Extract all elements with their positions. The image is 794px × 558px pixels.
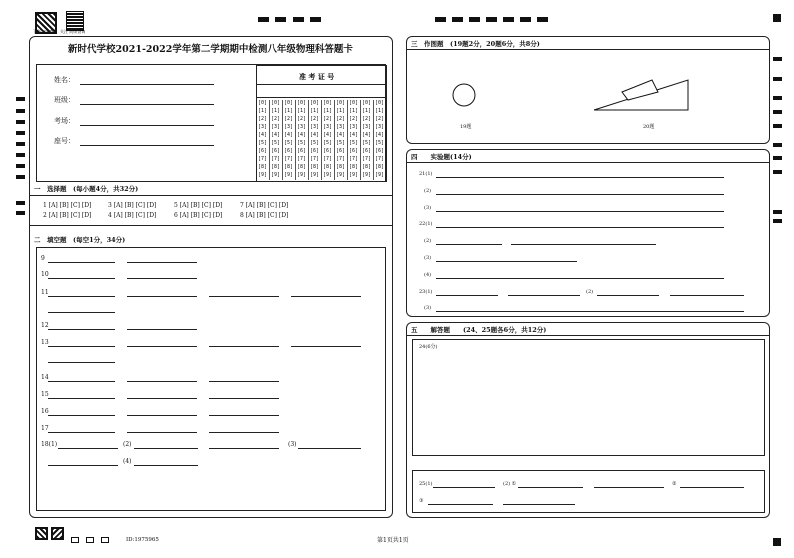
side-timing-mark bbox=[773, 156, 782, 160]
q25-circle3-label: ③ bbox=[419, 498, 424, 504]
exam-room-label: 考场： bbox=[54, 117, 75, 125]
footer-box-mark bbox=[101, 537, 109, 543]
exam-id-digit-bubble[interactable]: [7] bbox=[336, 156, 346, 162]
q22-2-label: (2) bbox=[424, 238, 432, 244]
fig19-circle-drawing bbox=[450, 82, 480, 112]
experiment-answer-line[interactable] bbox=[508, 295, 580, 296]
exam-id-digit-bubble[interactable]: [2] bbox=[310, 116, 320, 122]
exam-id-digit-bubble[interactable]: [5] bbox=[362, 140, 372, 146]
exam-id-digit-bubble[interactable]: [6] bbox=[362, 148, 372, 154]
exam-room-field[interactable] bbox=[80, 125, 214, 126]
blank-answer-line[interactable] bbox=[291, 346, 361, 347]
q25-1-label: 25(1) bbox=[419, 481, 433, 487]
sheet-id: ID:1975965 bbox=[126, 537, 159, 543]
q21-3-label: (3) bbox=[424, 205, 432, 211]
exam-id-digit-bubble[interactable]: [4] bbox=[336, 132, 346, 138]
blank-answer-line[interactable] bbox=[127, 381, 197, 382]
blank-answer-line[interactable] bbox=[127, 415, 197, 416]
exam-id-digit-bubble[interactable]: [3] bbox=[258, 124, 268, 130]
blank-answer-line[interactable] bbox=[134, 465, 198, 466]
exam-id-digit-bubble[interactable]: [4] bbox=[284, 132, 294, 138]
exam-id-digit-bubble[interactable]: [5] bbox=[336, 140, 346, 146]
exam-id-digit-bubble[interactable]: [8] bbox=[284, 164, 294, 170]
exam-id-digit-column bbox=[257, 100, 270, 180]
corner-mark bbox=[773, 538, 781, 546]
exam-id-digit-bubble[interactable]: [7] bbox=[349, 156, 359, 162]
side-timing-mark bbox=[16, 153, 25, 157]
choice-q2[interactable]: 2 [A] [B] [C] [D] bbox=[43, 212, 92, 219]
blank-q18-3-label: (3) bbox=[288, 441, 297, 448]
exam-id-digit-bubble[interactable]: [4] bbox=[349, 132, 359, 138]
exam-id-digit-bubble[interactable]: [8] bbox=[271, 164, 281, 170]
section-divider bbox=[407, 49, 769, 50]
exam-id-digit-bubble[interactable]: [7] bbox=[258, 156, 268, 162]
exam-id-digit-bubble[interactable]: [3] bbox=[297, 124, 307, 130]
problem-answer-line[interactable] bbox=[503, 504, 575, 505]
experiment-answer-line[interactable] bbox=[436, 261, 577, 262]
exam-id-digit-column bbox=[296, 100, 309, 180]
class-label: 班级： bbox=[54, 96, 75, 104]
exam-id-digit-bubble[interactable]: [8] bbox=[323, 164, 333, 170]
experiment-answer-line[interactable] bbox=[597, 295, 659, 296]
exam-id-digit-bubble[interactable]: [2] bbox=[297, 116, 307, 122]
exam-id-digit-bubble[interactable]: [5] bbox=[297, 140, 307, 146]
exam-id-digit-bubble[interactable]: [8] bbox=[375, 164, 385, 170]
exam-id-digit-bubble[interactable]: [8] bbox=[362, 164, 372, 170]
exam-id-digit-bubble[interactable]: [0] bbox=[323, 100, 333, 106]
q23-2-label: (2) bbox=[586, 289, 594, 295]
exam-id-digit-bubble[interactable]: [3] bbox=[349, 124, 359, 130]
exam-id-digit-bubble[interactable]: [7] bbox=[362, 156, 372, 162]
exam-id-digit-bubble[interactable]: [9] bbox=[349, 172, 359, 178]
exam-id-digit-bubble[interactable]: [6] bbox=[323, 148, 333, 154]
exam-id-digit-bubble[interactable]: [7] bbox=[375, 156, 385, 162]
q22-4-label: (4) bbox=[424, 272, 432, 278]
blank-answer-line[interactable] bbox=[209, 296, 279, 297]
exam-id-digit-bubble[interactable]: [2] bbox=[362, 116, 372, 122]
exam-id-digit-bubble[interactable]: [5] bbox=[258, 140, 268, 146]
name-field[interactable] bbox=[80, 84, 214, 85]
exam-id-digit-bubble[interactable]: [1] bbox=[258, 108, 268, 114]
choice-q1[interactable]: 1 [A] [B] [C] [D] bbox=[43, 202, 92, 209]
exam-id-digit-bubble[interactable]: [0] bbox=[284, 100, 294, 106]
side-timing-mark bbox=[16, 175, 25, 179]
experiment-answer-line[interactable] bbox=[436, 311, 744, 312]
exam-id-digit-bubble[interactable]: [6] bbox=[349, 148, 359, 154]
exam-id-digit-bubble[interactable]: [2] bbox=[258, 116, 268, 122]
top-registration-mark bbox=[435, 17, 446, 22]
blank-answer-line[interactable] bbox=[127, 398, 197, 399]
exam-id-digit-bubble[interactable]: [9] bbox=[284, 172, 294, 178]
exam-id-digit-bubble[interactable]: [9] bbox=[362, 172, 372, 178]
exam-id-digit-bubble[interactable]: [6] bbox=[336, 148, 346, 154]
seat-field[interactable] bbox=[80, 145, 214, 146]
fig20-incline-drawing bbox=[590, 74, 690, 114]
qr-code-bottom bbox=[35, 527, 48, 540]
blank-answer-line[interactable] bbox=[48, 312, 115, 313]
follow-text: 关注 成绩查询 bbox=[60, 29, 86, 34]
section-divider bbox=[407, 335, 769, 336]
experiment-answer-line[interactable] bbox=[436, 194, 724, 195]
fill-blank-box bbox=[36, 247, 386, 511]
choice-q4[interactable]: 4 [A] [B] [C] [D] bbox=[108, 212, 157, 219]
blank-answer-line[interactable] bbox=[58, 448, 118, 449]
blank-answer-line[interactable] bbox=[48, 381, 115, 382]
exam-id-digit-bubble[interactable]: [3] bbox=[336, 124, 346, 130]
exam-id-title: 准 考 证 号 bbox=[299, 72, 335, 81]
exam-id-digit-bubble[interactable]: [3] bbox=[284, 124, 294, 130]
exam-id-digit-bubble[interactable]: [4] bbox=[323, 132, 333, 138]
experiment-answer-line[interactable] bbox=[670, 295, 744, 296]
exam-id-digit-bubble[interactable]: [2] bbox=[349, 116, 359, 122]
blank-answer-line[interactable] bbox=[134, 448, 198, 449]
exam-id-digit-bubble[interactable]: [4] bbox=[297, 132, 307, 138]
exam-id-digit-bubble[interactable]: [0] bbox=[375, 100, 385, 106]
choice-q5[interactable]: 5 [A] [B] [C] [D] bbox=[174, 202, 223, 209]
blank-q18-4-label: (4) bbox=[123, 458, 132, 465]
exam-id-digit-bubble[interactable]: [9] bbox=[310, 172, 320, 178]
exam-id-digit-bubble[interactable]: [4] bbox=[271, 132, 281, 138]
blank-answer-line[interactable] bbox=[209, 346, 279, 347]
exam-id-digit-bubble[interactable]: [3] bbox=[362, 124, 372, 130]
exam-id-digit-bubble[interactable]: [1] bbox=[284, 108, 294, 114]
top-registration-mark bbox=[452, 17, 463, 22]
top-registration-mark bbox=[537, 17, 548, 22]
exam-id-digit-bubble[interactable]: [1] bbox=[297, 108, 307, 114]
problem-answer-line[interactable] bbox=[680, 487, 744, 488]
side-timing-mark bbox=[16, 201, 25, 205]
exam-id-digit-bubble[interactable]: [0] bbox=[336, 100, 346, 106]
exam-id-digit-bubble[interactable]: [8] bbox=[310, 164, 320, 170]
experiment-answer-line[interactable] bbox=[511, 244, 656, 245]
exam-id-digit-bubble[interactable]: [0] bbox=[297, 100, 307, 106]
exam-id-digit-bubble[interactable]: [6] bbox=[375, 148, 385, 154]
side-timing-mark bbox=[16, 97, 25, 101]
exam-id-digit-column bbox=[309, 100, 322, 180]
top-registration-mark bbox=[310, 17, 321, 22]
side-timing-mark bbox=[16, 142, 25, 146]
section-divider bbox=[30, 225, 392, 226]
side-timing-mark bbox=[16, 211, 25, 215]
choice-q3[interactable]: 3 [A] [B] [C] [D] bbox=[108, 202, 157, 209]
exam-id-digit-bubble[interactable]: [8] bbox=[336, 164, 346, 170]
exam-id-digit-bubble[interactable]: [2] bbox=[271, 116, 281, 122]
blank-answer-line[interactable] bbox=[48, 398, 115, 399]
exam-id-digit-bubble[interactable]: [1] bbox=[349, 108, 359, 114]
exam-id-digit-bubble[interactable]: [5] bbox=[284, 140, 294, 146]
section3-title: 三 作图题 (19题2分，20题6分，共8分) bbox=[411, 40, 540, 48]
footer-box-mark bbox=[71, 537, 79, 543]
q21-1-label: 21(1) bbox=[419, 171, 433, 177]
exam-id-digit-bubble[interactable]: [0] bbox=[258, 100, 268, 106]
q24-label: 24(6分) bbox=[419, 344, 438, 350]
side-timing-mark bbox=[773, 219, 782, 223]
logo-image bbox=[66, 11, 84, 31]
blank-q9-label: 9 bbox=[41, 255, 45, 262]
exam-id-digit-bubble[interactable]: [0] bbox=[349, 100, 359, 106]
choice-q7[interactable]: 7 [A] [B] [C] [D] bbox=[240, 202, 289, 209]
section-divider bbox=[30, 195, 392, 196]
exam-id-digit-bubble[interactable]: [6] bbox=[284, 148, 294, 154]
exam-id-digit-bubble[interactable]: [6] bbox=[310, 148, 320, 154]
exam-id-digit-bubble[interactable]: [2] bbox=[284, 116, 294, 122]
exam-id-digit-bubble[interactable]: [0] bbox=[310, 100, 320, 106]
blank-answer-line[interactable] bbox=[209, 432, 279, 433]
exam-id-digit-bubble[interactable]: [9] bbox=[336, 172, 346, 178]
exam-id-digit-column bbox=[335, 100, 348, 180]
exam-id-digit-bubble[interactable]: [4] bbox=[310, 132, 320, 138]
class-field[interactable] bbox=[80, 104, 214, 105]
side-timing-mark bbox=[773, 77, 782, 81]
blank-q10-label: 10 bbox=[41, 271, 49, 278]
blank-answer-line[interactable] bbox=[127, 278, 197, 279]
side-timing-mark bbox=[773, 57, 782, 61]
section1-title: 一 选择题 (每小题4分，共32分) bbox=[34, 185, 139, 193]
exam-id-digit-bubble[interactable]: [1] bbox=[271, 108, 281, 114]
q25-circle2-label: ② bbox=[672, 481, 677, 487]
exam-id-digit-bubble[interactable]: [0] bbox=[362, 100, 372, 106]
blank-q12-label: 12 bbox=[41, 322, 49, 329]
exam-id-digit-bubble[interactable]: [3] bbox=[271, 124, 281, 130]
exam-id-digit-bubble[interactable]: [4] bbox=[258, 132, 268, 138]
exam-id-digit-bubble[interactable]: [1] bbox=[336, 108, 346, 114]
exam-id-digit-bubble[interactable]: [9] bbox=[258, 172, 268, 178]
blank-answer-line[interactable] bbox=[127, 346, 197, 347]
exam-id-digit-bubble[interactable]: [7] bbox=[297, 156, 307, 162]
exam-id-digit-bubble[interactable]: [4] bbox=[362, 132, 372, 138]
blank-q18-2-label: (2) bbox=[123, 441, 132, 448]
exam-id-digit-bubble[interactable]: [6] bbox=[271, 148, 281, 154]
fig20-label: 20题 bbox=[643, 124, 655, 130]
choice-q8[interactable]: 8 [A] [B] [C] [D] bbox=[240, 212, 289, 219]
top-registration-mark bbox=[469, 17, 480, 22]
blank-answer-line[interactable] bbox=[48, 296, 115, 297]
page-number: 第1页共1页 bbox=[377, 537, 409, 544]
exam-id-digit-bubble[interactable]: [2] bbox=[336, 116, 346, 122]
exam-id-digit-bubble[interactable]: [9] bbox=[297, 172, 307, 178]
exam-id-digit-bubble[interactable]: [7] bbox=[323, 156, 333, 162]
blank-q14-label: 14 bbox=[41, 374, 49, 381]
exam-id-digit-bubble[interactable]: [5] bbox=[271, 140, 281, 146]
exam-id-digit-column bbox=[270, 100, 283, 180]
exam-id-digit-bubble[interactable]: [4] bbox=[375, 132, 385, 138]
exam-id-digit-column bbox=[361, 100, 374, 180]
name-label: 姓名： bbox=[54, 76, 75, 84]
blank-answer-line[interactable] bbox=[48, 278, 115, 279]
side-timing-mark bbox=[773, 143, 782, 147]
blank-answer-line[interactable] bbox=[209, 448, 279, 449]
q22-3-label: (3) bbox=[424, 255, 432, 261]
blank-answer-line[interactable] bbox=[127, 262, 197, 263]
sheet-title: 新时代学校2021-2022学年第二学期期中检测八年级物理科答题卡 bbox=[68, 44, 353, 55]
exam-id-digit-column bbox=[283, 100, 296, 180]
exam-id-digit-bubble[interactable]: [9] bbox=[375, 172, 385, 178]
experiment-answer-line[interactable] bbox=[436, 177, 724, 178]
section2-title: 二 填空题 (每空1分，34分) bbox=[34, 236, 126, 244]
q23-3-label: (3) bbox=[424, 305, 432, 311]
exam-id-digit-bubble[interactable]: [5] bbox=[310, 140, 320, 146]
blank-answer-line[interactable] bbox=[127, 329, 197, 330]
side-timing-mark bbox=[773, 170, 782, 174]
exam-id-digit-bubble[interactable]: [5] bbox=[349, 140, 359, 146]
blank-q17-label: 17 bbox=[41, 425, 49, 432]
blank-answer-line[interactable] bbox=[48, 346, 115, 347]
exam-id-digit-column bbox=[374, 100, 387, 180]
exam-id-digit-grid[interactable] bbox=[257, 100, 387, 180]
exam-id-divider bbox=[256, 97, 387, 98]
experiment-answer-line[interactable] bbox=[436, 278, 724, 279]
top-registration-mark bbox=[486, 17, 497, 22]
qr-code-bottom bbox=[51, 527, 64, 540]
blank-answer-line[interactable] bbox=[48, 415, 115, 416]
exam-id-digit-bubble[interactable]: [3] bbox=[375, 124, 385, 130]
side-timing-mark bbox=[16, 164, 25, 168]
exam-id-digit-bubble[interactable]: [0] bbox=[271, 100, 281, 106]
problem-answer-line[interactable] bbox=[433, 487, 495, 488]
exam-id-digit-bubble[interactable]: [1] bbox=[362, 108, 372, 114]
app-download-text: 下载APP查分 bbox=[33, 29, 58, 34]
section-divider bbox=[407, 162, 769, 163]
side-timing-mark bbox=[773, 110, 782, 114]
exam-id-digit-bubble[interactable]: [1] bbox=[375, 108, 385, 114]
blank-answer-line[interactable] bbox=[48, 465, 118, 466]
blank-q18-label: 18(1) bbox=[41, 441, 58, 448]
blank-q13-label: 13 bbox=[41, 339, 49, 346]
q24-answer-area[interactable] bbox=[412, 339, 765, 456]
experiment-answer-line[interactable] bbox=[436, 244, 502, 245]
exam-id-digit-bubble[interactable]: [6] bbox=[297, 148, 307, 154]
exam-id-digit-bubble[interactable]: [3] bbox=[310, 124, 320, 130]
blank-answer-line[interactable] bbox=[127, 296, 197, 297]
blank-answer-line[interactable] bbox=[48, 432, 115, 433]
exam-id-divider bbox=[256, 84, 387, 85]
section5-title: 五 解答题 (24、25题各6分，共12分) bbox=[411, 326, 547, 334]
exam-id-digit-bubble[interactable]: [7] bbox=[284, 156, 294, 162]
exam-id-digit-column bbox=[348, 100, 361, 180]
blank-answer-line[interactable] bbox=[209, 381, 279, 382]
side-timing-mark bbox=[16, 120, 25, 124]
exam-id-digit-column bbox=[322, 100, 335, 180]
q22-1-label: 22(1) bbox=[419, 221, 433, 227]
section4-title: 四 实验题(14分) bbox=[411, 153, 472, 161]
experiment-answer-line[interactable] bbox=[436, 227, 724, 228]
blank-answer-line[interactable] bbox=[209, 398, 279, 399]
experiment-answer-line[interactable] bbox=[436, 295, 498, 296]
exam-id-digit-bubble[interactable]: [8] bbox=[297, 164, 307, 170]
blank-q16-label: 16 bbox=[41, 408, 49, 415]
exam-id-digit-bubble[interactable]: [7] bbox=[271, 156, 281, 162]
seat-label: 座号： bbox=[54, 137, 75, 145]
exam-id-digit-bubble[interactable]: [5] bbox=[323, 140, 333, 146]
blank-answer-line[interactable] bbox=[298, 448, 361, 449]
exam-id-digit-bubble[interactable]: [2] bbox=[375, 116, 385, 122]
problem-answer-line[interactable] bbox=[594, 487, 664, 488]
footer-box-mark bbox=[86, 537, 94, 543]
fig19-label: 19题 bbox=[460, 124, 472, 130]
blank-answer-line[interactable] bbox=[127, 432, 197, 433]
exam-id-digit-bubble[interactable]: [2] bbox=[323, 116, 333, 122]
blank-q15-label: 15 bbox=[41, 391, 49, 398]
exam-id-digit-bubble[interactable]: [8] bbox=[258, 164, 268, 170]
top-registration-mark bbox=[258, 17, 269, 22]
problem-answer-line[interactable] bbox=[428, 504, 493, 505]
exam-id-digit-bubble[interactable]: [3] bbox=[323, 124, 333, 130]
experiment-answer-line[interactable] bbox=[436, 211, 724, 212]
blank-answer-line[interactable] bbox=[209, 415, 279, 416]
top-registration-mark bbox=[503, 17, 514, 22]
top-registration-mark bbox=[275, 17, 286, 22]
side-timing-mark bbox=[16, 109, 25, 113]
q25-2-label: (2) ① bbox=[503, 481, 517, 487]
exam-id-digit-bubble[interactable]: [1] bbox=[310, 108, 320, 114]
q21-2-label: (2) bbox=[424, 188, 432, 194]
top-registration-mark bbox=[520, 17, 531, 22]
q23-1-label: 23(1) bbox=[419, 289, 433, 295]
side-timing-mark bbox=[773, 96, 782, 100]
blank-answer-line[interactable] bbox=[48, 329, 115, 330]
exam-id-digit-bubble[interactable]: [9] bbox=[271, 172, 281, 178]
side-timing-mark bbox=[773, 210, 782, 214]
problem-answer-line[interactable] bbox=[518, 487, 583, 488]
blank-answer-line[interactable] bbox=[48, 262, 115, 263]
exam-id-digit-bubble[interactable]: [8] bbox=[349, 164, 359, 170]
q25-answer-area bbox=[412, 470, 765, 513]
exam-id-digit-bubble[interactable]: [6] bbox=[258, 148, 268, 154]
exam-id-digit-bubble[interactable]: [1] bbox=[323, 108, 333, 114]
blank-q11-label: 11 bbox=[41, 289, 49, 296]
exam-id-digit-bubble[interactable]: [5] bbox=[375, 140, 385, 146]
blank-answer-line[interactable] bbox=[291, 296, 361, 297]
corner-mark bbox=[773, 14, 781, 22]
exam-id-digit-bubble[interactable]: [7] bbox=[310, 156, 320, 162]
top-registration-mark bbox=[293, 17, 304, 22]
side-timing-mark bbox=[16, 131, 25, 135]
blank-answer-line[interactable] bbox=[48, 362, 115, 363]
exam-id-digit-bubble[interactable]: [9] bbox=[323, 172, 333, 178]
side-timing-mark bbox=[773, 124, 782, 128]
choice-q6[interactable]: 6 [A] [B] [C] [D] bbox=[174, 212, 223, 219]
